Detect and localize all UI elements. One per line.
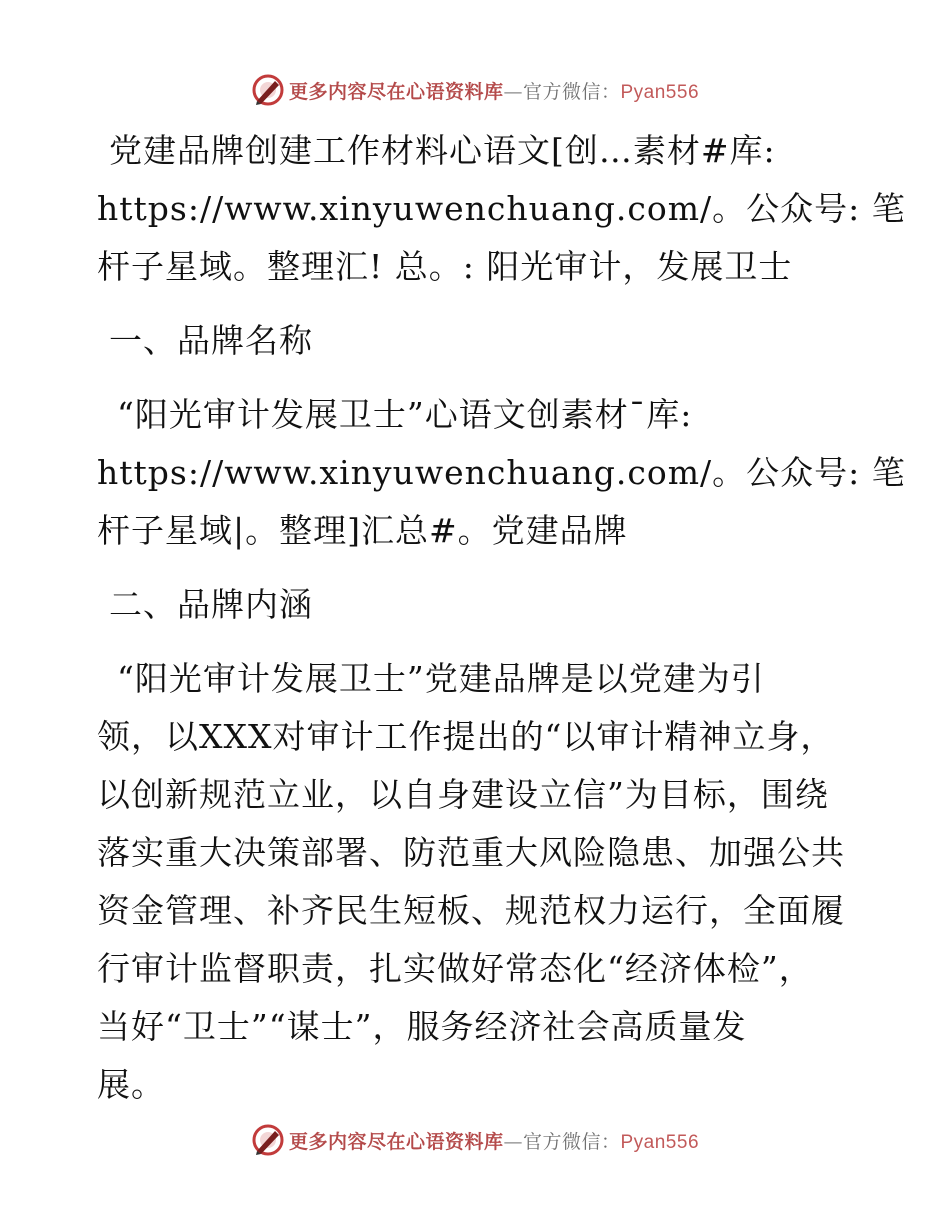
section2-line-8: 展。 (97, 1065, 165, 1104)
pen-logo-icon (251, 73, 285, 107)
watermark-site-label: 更多内容尽在心语资料库 (288, 80, 504, 103)
header-watermark (0, 70, 950, 110)
section-heading-brand-name: 一、品牌名称 (109, 321, 313, 360)
section2-line-1: “阳光审计发展卫士”党建品牌是以党建为引 (117, 659, 765, 698)
watermark-text (289, 1127, 699, 1154)
intro-line-2: https://www.xinyuwenchuang.com/。公众号: 笔 (97, 189, 906, 228)
footer-watermark (0, 1120, 950, 1160)
pen-logo-icon (251, 1123, 285, 1157)
section2-line-4: 落实重大决策部署、防范重大风险隐患、加强公共 (97, 833, 845, 872)
section2-line-7: 当好“卫士”“谋士”，服务经济社会高质量发 (97, 1007, 747, 1046)
watermark-wechat-id: Pyan556 (620, 81, 700, 103)
watermark-separator: — (503, 80, 523, 103)
watermark-text (289, 77, 699, 104)
watermark-wechat-id: Pyan556 (620, 1131, 700, 1153)
section2-line-2: 领，以XXX对审计工作提出的“以审计精神立身， (97, 717, 835, 756)
section2-line-6: 行审计监督职责，扎实做好常态化“经济体检”， (97, 949, 813, 988)
section1-line-2: https://www.xinyuwenchuang.com/。公众号: 笔 (97, 453, 906, 492)
watermark-official-label: 官方微信： (522, 1130, 621, 1153)
watermark-official-label: 官方微信： (522, 80, 621, 103)
intro-line-1: 党建品牌创建工作材料心语文[创…素材#库: (109, 131, 776, 170)
section1-line-3: 杆子星域|。整理]汇总#。党建品牌 (97, 511, 628, 550)
watermark-site-label: 更多内容尽在心语资料库 (288, 1130, 504, 1153)
intro-line-3: 杆子星域。整理汇! 总。: 阳光审计，发展卫士 (97, 247, 793, 286)
section2-line-5: 资金管理、补齐民生短板、规范权力运行，全面履 (97, 891, 845, 930)
document-body (97, 122, 906, 1114)
section2-line-3: 以创新规范立业，以自身建设立信”为目标，围绕 (97, 775, 829, 814)
section-heading-brand-connotation: 二、品牌内涵 (109, 585, 313, 624)
section1-line-1: “阳光审计发展卫士”心语文创素材¯库: (117, 395, 693, 434)
watermark-separator: — (503, 1130, 523, 1153)
